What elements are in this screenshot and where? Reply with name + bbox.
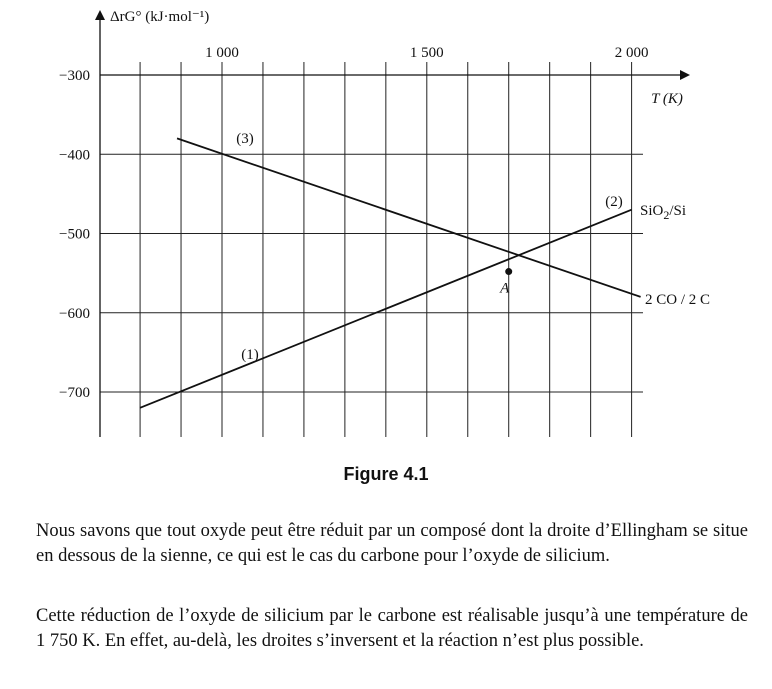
- point-a-label: A: [500, 280, 510, 297]
- y-tick-label: −300: [59, 68, 90, 84]
- series-number-1: (1): [241, 347, 259, 363]
- y-tick-label: −700: [59, 385, 90, 401]
- y-tick-label: −500: [59, 226, 90, 243]
- series-name-sio2-si: SiO$_2$/Si: [640, 203, 687, 222]
- grid-lines: [100, 62, 643, 437]
- x-axis-label: T (K): [651, 91, 683, 107]
- paragraph-2: Cette réduction de l’oxyde de silicium par le carbone est réalisable jusqu’à une température de 1 750 K. En effet, au-delà, les droites s’inversent et la réaction n’est plus possible.: [36, 606, 748, 651]
- x-tick-label: 1 500: [409, 45, 444, 61]
- series-number-2: (2): [605, 194, 623, 210]
- x-tick-label: 2 000: [614, 45, 649, 61]
- y-tick-label: −600: [59, 305, 90, 322]
- series-number-3: (3): [236, 131, 254, 147]
- paragraph-1: Nous savons que tout oxyde peut être réduit par un composé dont la droite d’Ellingham se situe en dessous de la sienne, ce qui est le cas du carbone pour l’oxyde de silicium.: [36, 521, 748, 566]
- x-tick-label: 1 000: [205, 45, 239, 61]
- series-line-2co-2c: [177, 138, 641, 297]
- chart-labels: [59, 9, 710, 401]
- y-axis-label: ΔrG° (kJ·mol⁻¹): [110, 9, 210, 25]
- point-a-marker: [505, 268, 512, 275]
- axes: [100, 12, 688, 437]
- figure-caption: Figure 4.1: [343, 464, 429, 484]
- y-tick-label: −400: [59, 147, 90, 164]
- series-lines: [140, 138, 641, 407]
- series-name-2co-2c: 2 CO / 2 C: [645, 292, 711, 308]
